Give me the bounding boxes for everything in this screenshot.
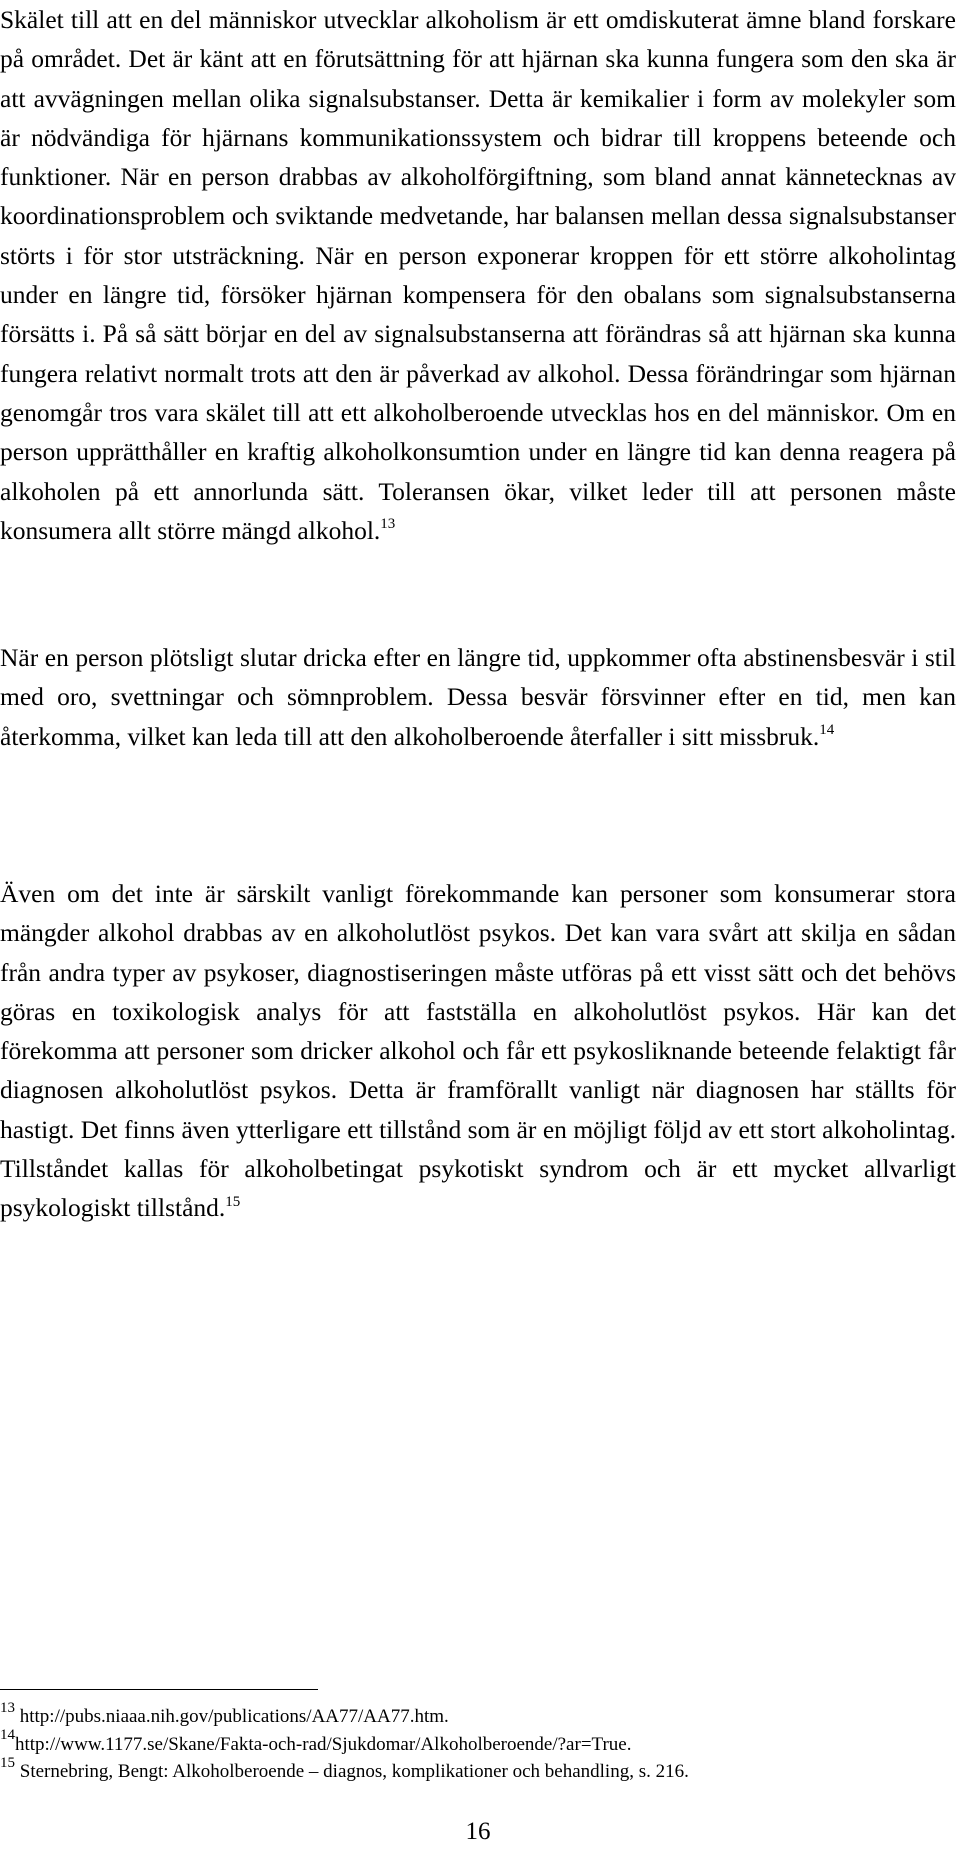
page-number: 16 [465,1818,491,1845]
footnote-13 [0,1699,956,1731]
footnote-separator [0,1689,318,1690]
paragraph-2-text: När en person plötsligt slutar dricka efter en längre tid, uppkommer ofta abstinensbesvär i stil med oro, svettningar och sömnproblem. Dessa besvär försvinner efter en tid, men kan återkomma, vilket kan leda till att den alkoholberoende återfaller i sitt missbruk. [0,643,956,751]
paragraph-3-text: Även om det inte är särskilt vanligt förekommande kan personer som konsumerar stora mängder alkohol drabbas av en alkoholutlöst psykos. Det kan vara svårt att skilja en sådan från andra typer av psykoser, diagnostiseringen måste utföras på ett visst sätt och det behövs göras en toxikologisk analys för att fastställa en alkoholutlöst psykos. Här kan det förekomma att personer som dricker alkohol och får ett psykosliknande beteende felaktigt får diagnosen alkoholutlöst psykos. Detta är framförallt vanligt när diagnosen har ställts för hastigt. Det finns även ytterligare ett tillstånd som är en möjligt följd av ett stort alkoholintag. Tillståndet kallas för alkoholbetingat psykotiskt syndrom och är ett mycket allvarligt psykologiskt tillstånd. [0,879,956,1223]
footnote-text-15: Sternebring, Bengt: Alkoholberoende – diagnos, komplikationer och behandling, s. 216. [15,1761,689,1783]
footnote-ref-13: 13 [380,516,396,533]
footnote-number-15: 15 [0,1754,15,1771]
paragraph-1-text: Skälet till att en del människor utvecklar alkoholism är ett omdiskuterat ämne bland forskare på området. Det är känt att en förutsättning för att hjärnan ska kunna fungera som den ska är att avvägningen mellan olika signalsubstanser. Detta är kemikalier i form av molekyler som är nödvändiga för hjärnans kommunikationssystem och bidrar till kroppens beteende och funktioner. När en person drabbas av alkoholförgiftning, som bland annat kännetecknas av koordinationsproblem och sviktande medvetande, har balansen mellan dessa signalsubstanser störts i för stor utsträckning. När en person exponerar kroppen för ett större alkoholintag under en längre tid, försöker hjärnan kompensera för den obalans som signalsubstanserna försätts i. På så sätt börjar en del av signalsubstanserna att förändras så att hjärnan ska kunna fungera relativt normalt trots att den är påverkad av alkohol. Dessa förändringar som hjärnan genomgår tros vara skälet till att ett alkoholberoende utvecklas hos en del människor. Om en person upprätthåller en kraftig alkoholkonsumtion under en längre tid kan denna reagera på alkoholen på ett annorlunda sätt. Toleransen ökar, vilket leder till att personen måste konsumera allt större mängd alkohol. [0,5,956,545]
body-paragraph-2 [0,638,956,756]
footnote-ref-15: 15 [225,1193,241,1210]
body-paragraph-1 [0,0,956,550]
footnote-text-13: http://pubs.niaaa.nih.gov/publications/AA77/AA77.htm. [15,1706,449,1727]
footnote-14 [0,1727,956,1759]
footnote-ref-14: 14 [819,722,835,739]
footnote-15 [0,1754,956,1786]
footnotes [0,1699,956,1786]
footnote-number-13: 13 [0,1699,15,1716]
body-paragraph-3 [0,874,956,1228]
footnote-text-14: http://www.1177.se/Skane/Fakta-och-rad/Sjukdomar/Alkoholberoende/?ar=True. [15,1733,632,1755]
footnote-number-14: 14 [0,1727,15,1744]
